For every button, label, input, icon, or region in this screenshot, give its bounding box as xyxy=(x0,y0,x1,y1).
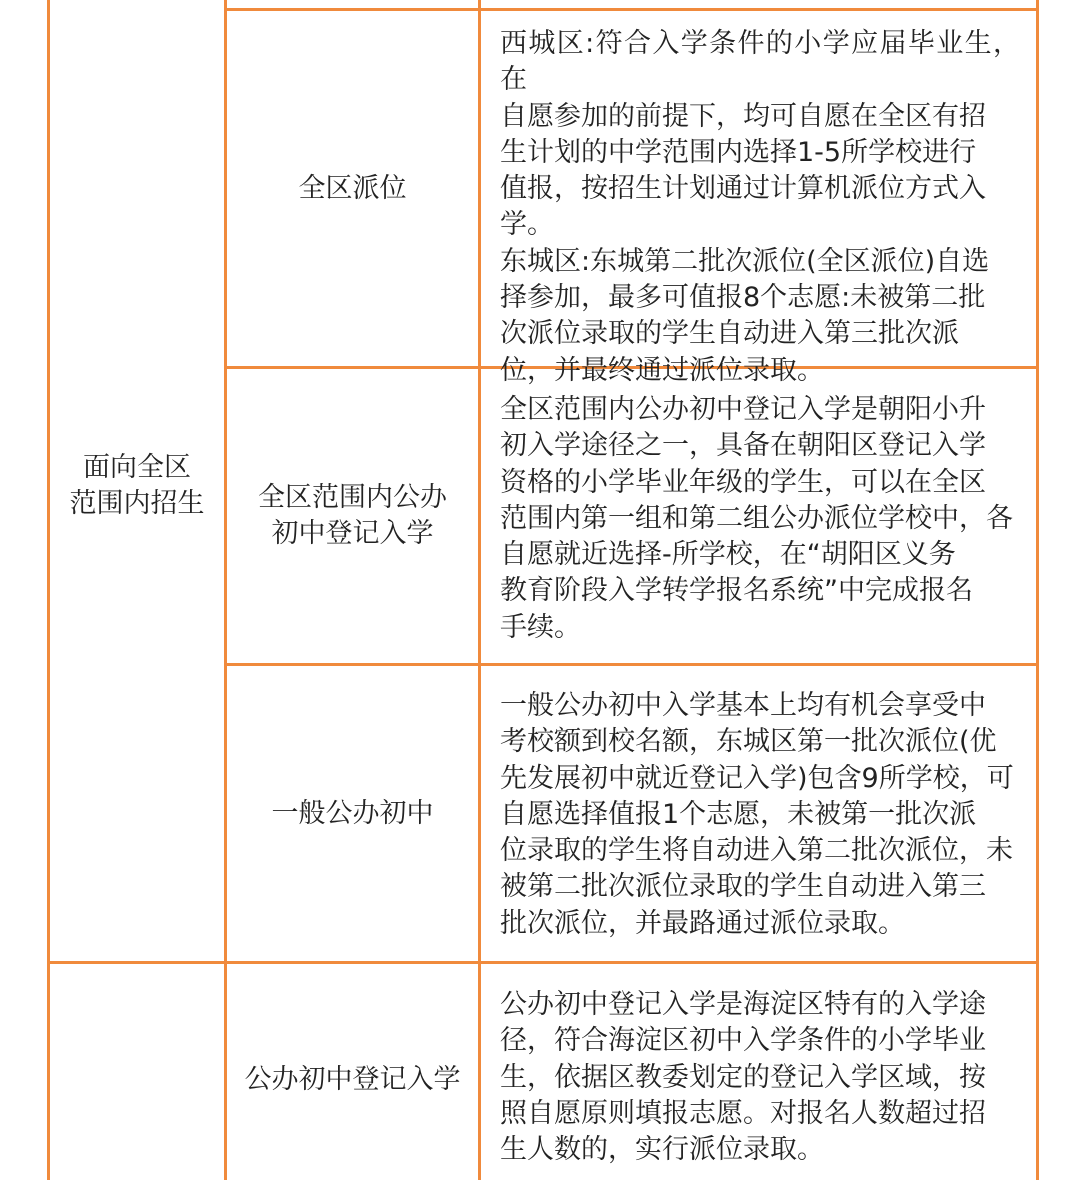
description-cell: 公办初中登记入学是海淀区特有的入学途 径，符合海淀区初中入学条件的小学毕业 生，依据区教委划定的登记入学区域，按 照自愿原则填报志愿。对报名人数超过招 生人数的，实行派位录取。 xyxy=(500,989,986,1166)
description-cell: 一般公办初中入学基本上均有机会享受中 考校额到校名额，东城区第一批次派位(优 先发展初中就近登记入学)包含9所学校，可 自愿选择值报1个志愿，未被第一批次派 位录取的学生将自动进入第二批次派位，未 被第二批次派位录取的学生自动进入第三 批次派位，并最路通过派位录取。 xyxy=(500,690,1014,939)
description-cell: 全区范围内公办初中登记入学是朝阳小升 初入学途径之一，具备在朝阳区登记入学 资格的小学毕业年级的学生，可以在全区 范围内第一组和第二组公办派位学校中，各 自愿就近选择-所学校，在“胡阳区义务 教育阶段入学转学报名系统”中完成报名 手续。 xyxy=(500,394,1013,643)
method-cell: 全区派位 xyxy=(298,172,407,204)
description-cell: 西城区:符合入学条件的小学应届毕业生，在 自愿参加的前提下，均可自愿在全区有招 生计划的中学范围内选择1-5所学校进行 值报，按招生计划通过计算机派位方式入 学。 东城区:东城第二批次派位(全区派位)自选 择参加，最多可值报8个志愿:未被第二批 次派位录取的学生自动进入第三批次派 位，并最终通过派位录取。 xyxy=(500,28,1020,386)
category-cell xyxy=(50,964,224,1180)
category-cell: 面向全区 范围内招生 xyxy=(69,452,205,519)
method-cell: 全区范围内公办 初中登记入学 xyxy=(258,482,447,549)
method-cell: 一般公办初中 xyxy=(271,797,434,829)
method-cell: 公办初中登记入学 xyxy=(244,1064,461,1095)
column-divider xyxy=(478,0,481,1180)
